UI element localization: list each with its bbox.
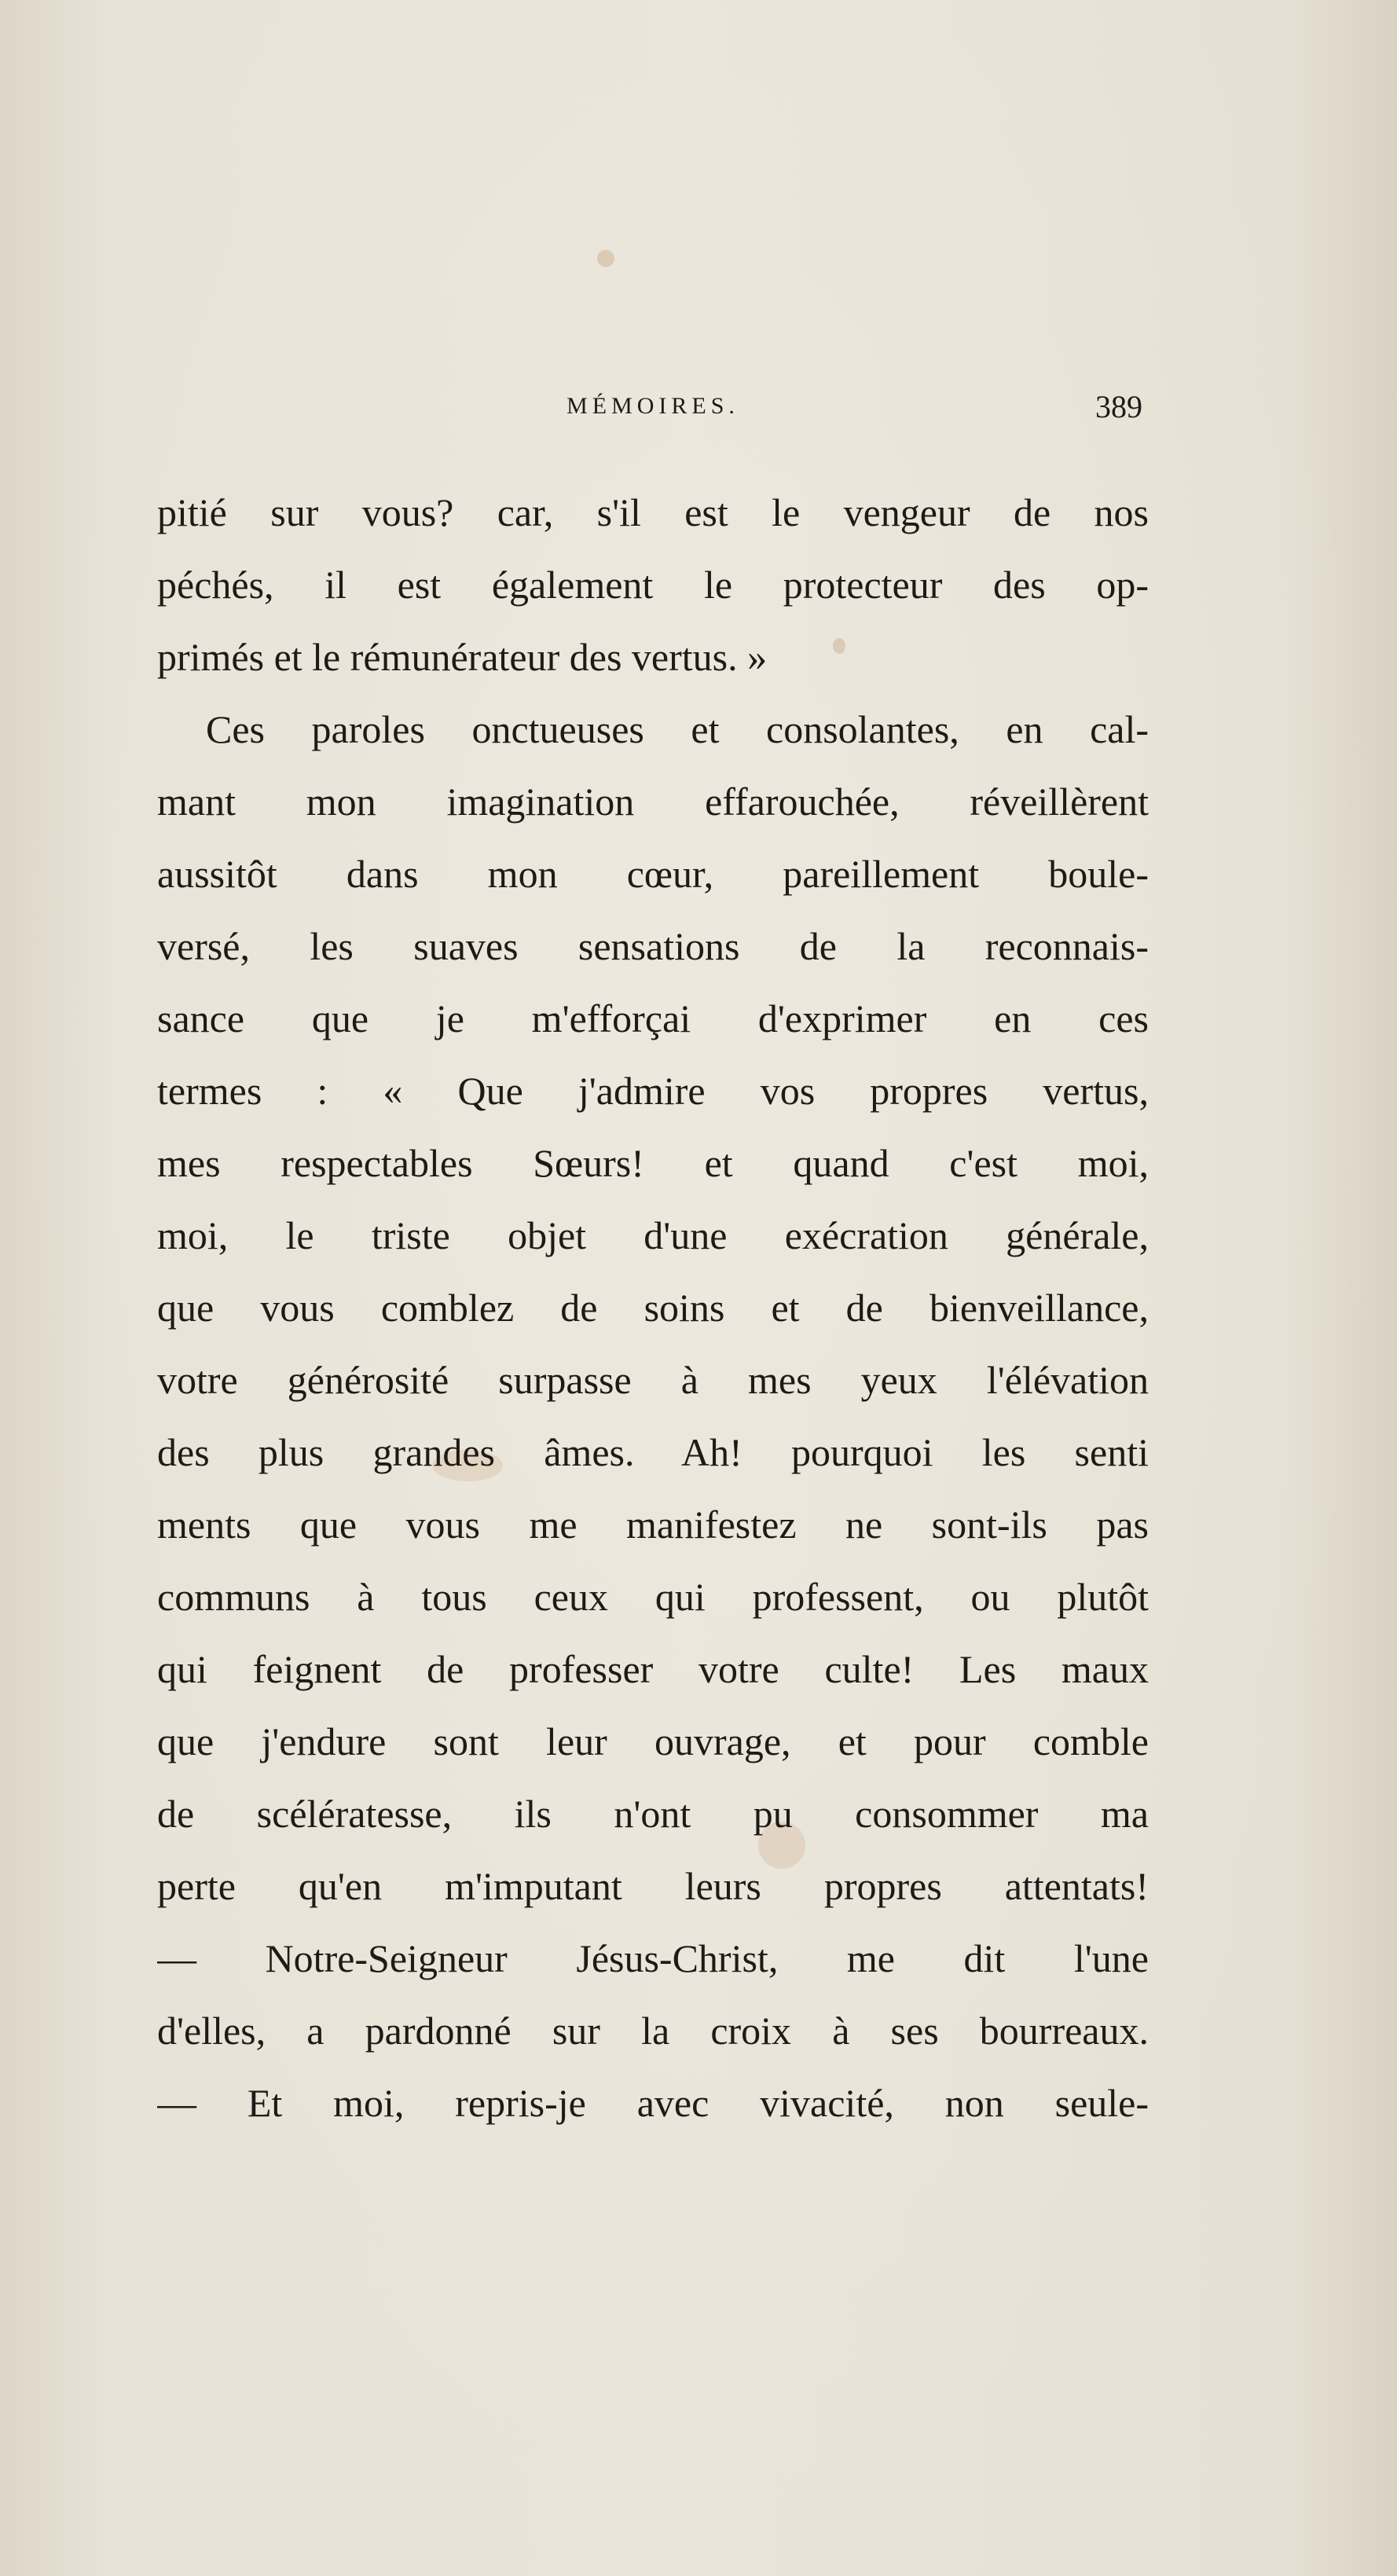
text-line: que j'endure sont leur ouvrage, et pour comble	[157, 1719, 1149, 1763]
text-line: mes respectables Sœurs! et quand c'est moi,	[157, 1141, 1149, 1185]
text-line: d'elles, a pardonné sur la croix à ses bourreaux.	[157, 2009, 1149, 2053]
text-line: péchés, il est également le protecteur des op-	[157, 563, 1149, 607]
text-line: qui feignent de professer votre culte! Les maux	[157, 1647, 1149, 1691]
text-line: des plus grandes âmes. Ah! pourquoi les senti	[157, 1430, 1149, 1474]
body-text	[157, 476, 1149, 2139]
text-line: termes : « Que j'admire vos propres vertus,	[157, 1069, 1149, 1113]
running-title: MÉMOIRES.	[566, 393, 739, 419]
text-line: perte qu'en m'imputant leurs propres attentats!	[157, 1864, 1149, 1908]
text-line: aussitôt dans mon cœur, pareillement boule-	[157, 852, 1149, 896]
text-line: ments que vous me manifestez ne sont-ils pas	[157, 1503, 1149, 1547]
page-header	[157, 385, 1149, 432]
text-line: versé, les suaves sensations de la reconnais-	[157, 924, 1149, 968]
text-line: de scélératesse, ils n'ont pu consommer ma	[157, 1792, 1149, 1836]
text-line: sance que je m'efforçai d'exprimer en ces	[157, 996, 1149, 1040]
text-line: pitié sur vous? car, s'il est le vengeur de nos	[157, 490, 1149, 534]
text-line: primés et le rémunérateur des vertus. »	[157, 635, 768, 679]
text-line: communs à tous ceux qui professent, ou plutôt	[157, 1575, 1149, 1619]
text-line: votre générosité surpasse à mes yeux l'élévation	[157, 1358, 1149, 1402]
text-line: Ces paroles onctueuses et consolantes, en cal-	[206, 707, 1149, 751]
text-line: — Notre-Seigneur Jésus-Christ, me dit l'une	[157, 1936, 1149, 1980]
text-line: — Et moi, repris-je avec vivacité, non seule-	[157, 2081, 1149, 2125]
text-line: que vous comblez de soins et de bienveillance,	[157, 1286, 1149, 1330]
page-number: 389	[1095, 389, 1142, 424]
text-line: mant mon imagination effarouchée, réveillèrent	[157, 780, 1149, 824]
paper-stain	[597, 250, 614, 267]
text-line: moi, le triste objet d'une exécration générale,	[157, 1213, 1149, 1257]
